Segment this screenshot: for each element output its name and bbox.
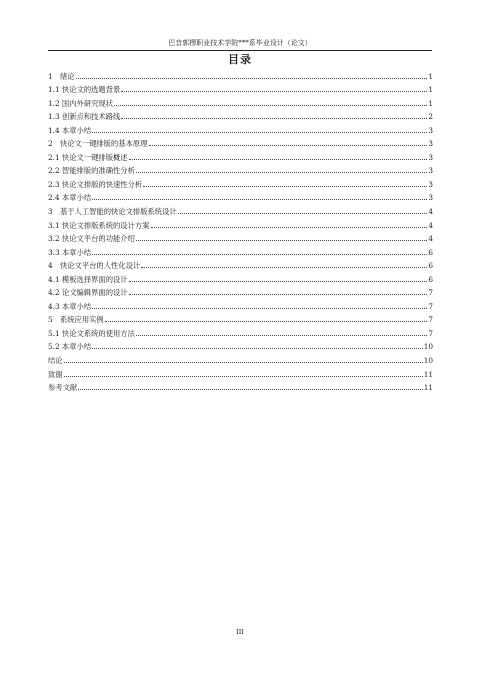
toc-dot-leader	[136, 172, 427, 173]
toc-entry[interactable]	[48, 365, 433, 379]
toc-entry-page: 10	[423, 342, 433, 352]
toc-entry[interactable]	[48, 202, 433, 216]
toc-entry-label: 3.3 本章小结	[48, 247, 92, 257]
toc-entry-label: 4.3 本章小结	[48, 301, 92, 311]
toc-entry-page: 4	[428, 207, 433, 217]
toc-dot-leader	[178, 213, 428, 214]
toc-entry[interactable]	[48, 67, 433, 81]
toc-entry-page: 3	[428, 193, 433, 203]
toc-entry-page: 2	[428, 112, 433, 122]
toc-entry-page: 4	[428, 220, 433, 230]
toc-dot-leader	[149, 145, 428, 146]
toc-dot-leader	[141, 267, 427, 268]
toc-entry[interactable]	[48, 311, 433, 325]
toc-dot-leader	[64, 362, 423, 363]
toc-entry-page: 7	[428, 301, 433, 311]
toc-entry-page: 11	[423, 383, 433, 393]
toc-dot-leader	[129, 281, 428, 282]
toc-entry-page: 3	[428, 152, 433, 162]
toc-entry-label: 结论	[48, 356, 63, 366]
toc-dot-leader	[121, 91, 427, 92]
toc-entry-label: 5.1 快论文系统的使用方法	[48, 328, 135, 338]
toc-entry-page: 7	[428, 328, 433, 338]
toc-entry[interactable]	[48, 162, 433, 176]
toc-entry-page: 3	[428, 166, 433, 176]
toc-entry-label: 1.1 快论文的选题背景	[48, 85, 121, 95]
toc-entry-page: 6	[428, 247, 433, 257]
toc-entry[interactable]	[48, 189, 433, 203]
toc-dot-leader	[143, 186, 427, 187]
toc-entry-page: 1	[428, 98, 433, 108]
toc-entry-label: 5.2 本章小结	[48, 342, 92, 352]
toc-entry-page: 7	[428, 315, 433, 325]
table-of-contents	[48, 67, 433, 392]
toc-entry-label: 3.2 快论文平台的功能介绍	[48, 234, 135, 244]
toc-entry[interactable]	[48, 175, 433, 189]
toc-entry[interactable]	[48, 338, 433, 352]
toc-dot-leader	[151, 227, 428, 228]
toc-entry[interactable]	[48, 230, 433, 244]
toc-dot-leader	[129, 294, 428, 295]
toc-entry-page: 1	[428, 85, 433, 95]
toc-dot-leader	[129, 159, 428, 160]
toc-dot-leader	[64, 376, 423, 377]
toc-dot-leader	[92, 308, 427, 309]
toc-dot-leader	[136, 335, 427, 336]
toc-entry[interactable]	[48, 284, 433, 298]
toc-entry-label: 1.2 国内外研究现状	[48, 98, 114, 108]
toc-dot-leader	[92, 348, 423, 349]
toc-entry[interactable]	[48, 243, 433, 257]
toc-entry[interactable]	[48, 94, 433, 108]
toc-entry-page: 3	[428, 125, 433, 135]
toc-entry-label: 1.4 本章小结	[48, 125, 92, 135]
toc-entry[interactable]	[48, 379, 433, 393]
toc-entry-page: 3	[428, 179, 433, 189]
toc-entry-page: 6	[428, 274, 433, 284]
toc-entry[interactable]	[48, 216, 433, 230]
toc-dot-leader	[92, 254, 427, 255]
toc-entry-page: 11	[423, 369, 433, 379]
toc-entry[interactable]	[48, 257, 433, 271]
toc-entry-page: 7	[428, 288, 433, 298]
toc-dot-leader	[92, 132, 427, 133]
toc-entry[interactable]	[48, 270, 433, 284]
toc-entry-page: 10	[423, 356, 433, 366]
toc-entry[interactable]	[48, 108, 433, 122]
toc-entry-label: 4 快论文平台的人性化设计	[48, 261, 141, 271]
toc-dot-leader	[78, 389, 423, 390]
toc-entry-label: 1.3 创新点和技术路线	[48, 112, 121, 122]
toc-entry-label: 3.1 快论文排版系统的设计方案	[48, 220, 150, 230]
toc-dot-leader	[121, 118, 427, 119]
toc-entry-label: 2 快论文一键排版的基本原理	[48, 139, 148, 149]
toc-entry[interactable]	[48, 148, 433, 162]
toc-dot-leader	[92, 199, 427, 200]
toc-entry-label: 4.2 论文编辑界面的设计	[48, 288, 128, 298]
toc-entry-label: 4.1 模板选择界面的设计	[48, 274, 128, 284]
toc-entry-label: 参考文献	[48, 383, 78, 393]
toc-entry[interactable]	[48, 135, 433, 149]
toc-entry[interactable]	[48, 297, 433, 311]
toc-entry-label: 3 基于人工智能的快论文排版系统设计	[48, 207, 177, 217]
toc-dot-leader	[105, 321, 428, 322]
toc-entry[interactable]	[48, 324, 433, 338]
toc-entry-page: 1	[428, 71, 433, 81]
toc-entry[interactable]	[48, 351, 433, 365]
toc-entry-page: 6	[428, 261, 433, 271]
toc-entry[interactable]	[48, 81, 433, 95]
toc-entry-label: 致谢	[48, 369, 63, 379]
toc-dot-leader	[114, 105, 427, 106]
toc-entry-label: 2.2 智能排版的准确性分析	[48, 166, 135, 176]
page-header: 巴音郭楞职业技术学院***系毕业设计（论文）	[48, 37, 432, 51]
toc-entry-label: 5 系统应用实例	[48, 315, 104, 325]
toc-dot-leader	[136, 240, 427, 241]
toc-dot-leader	[76, 78, 428, 79]
page-number: III	[236, 628, 244, 636]
toc-entry-label: 2.3 快论文排版的快速性分析	[48, 179, 143, 189]
toc-entry-page: 3	[428, 139, 433, 149]
toc-entry-page: 4	[428, 234, 433, 244]
toc-entry-label: 1 绪论	[48, 71, 75, 81]
toc-entry[interactable]	[48, 121, 433, 135]
toc-entry-label: 2.1 快论文一键排版概述	[48, 152, 128, 162]
toc-entry-label: 2.4 本章小结	[48, 193, 92, 203]
toc-title: 目录	[228, 53, 252, 66]
